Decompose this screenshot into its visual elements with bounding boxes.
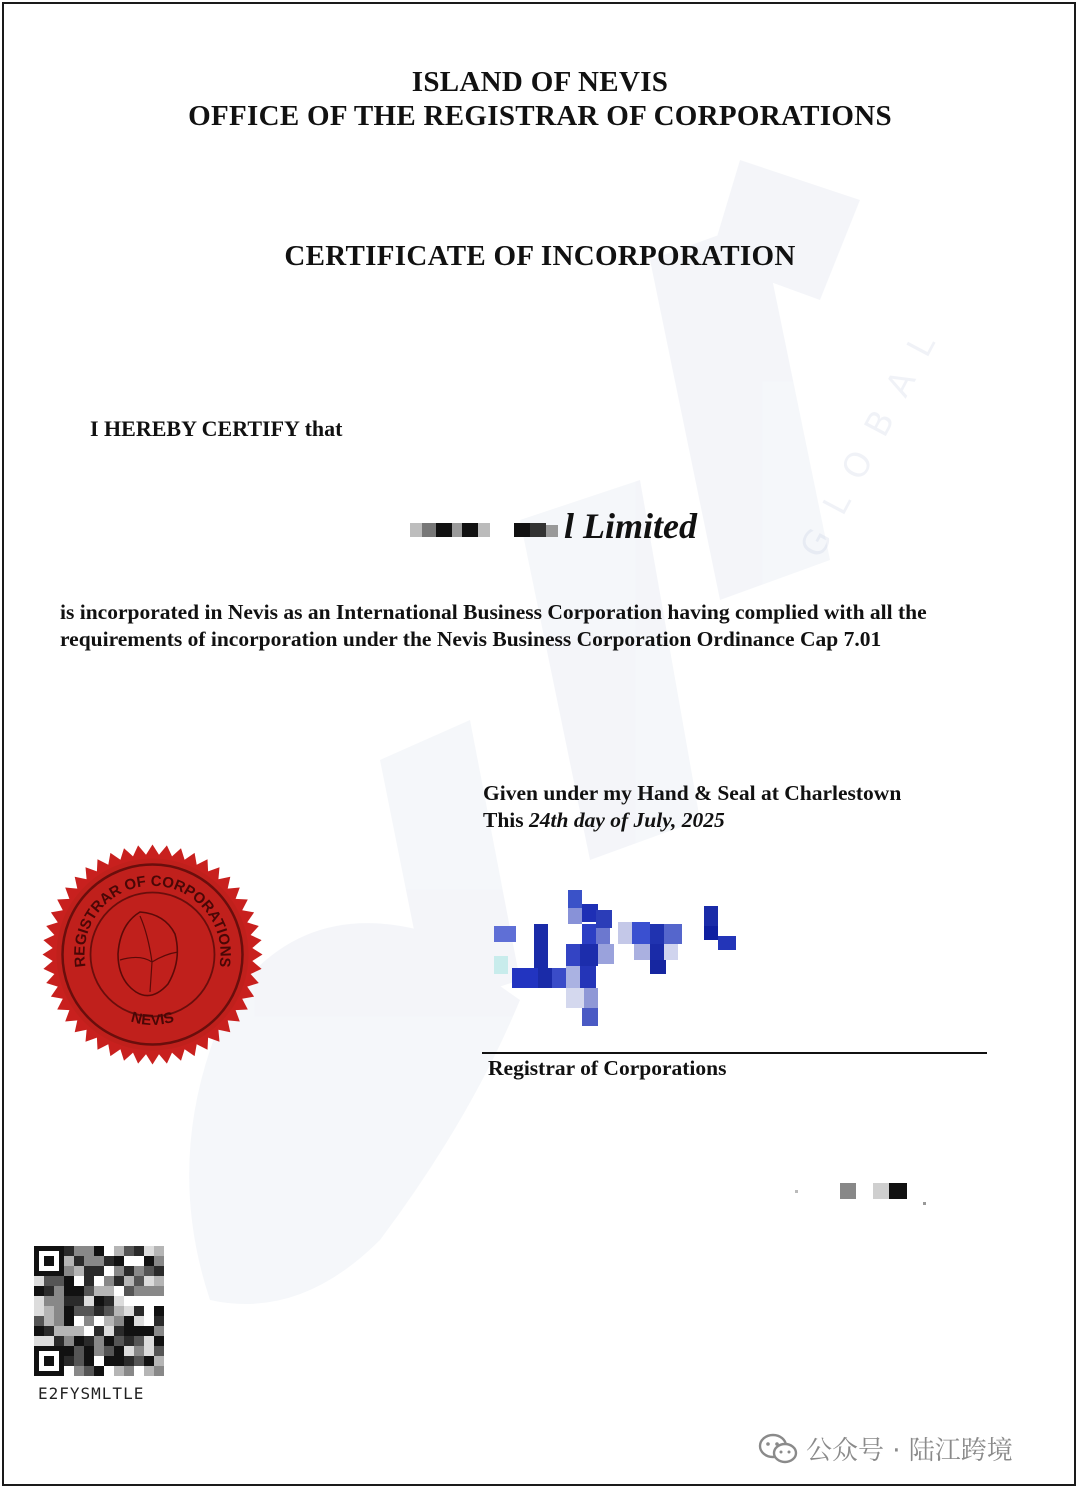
company-suffix: l Limited [564,506,697,546]
document-code: E2FYSMLTLE [38,1384,145,1403]
incorporation-statement: is incorporated in Nevis as an International Business Corporation having complied with all the requirements of incorporation under the Nevis Business Corporation Ordinance Cap 7.01 [60,600,927,651]
signatory-title: Registrar of Corporations [488,1056,727,1080]
date-line [483,807,901,834]
watermark-sub-text: GLOBAL [792,308,954,565]
header-office: OFFICE OF THE REGISTRAR OF CORPORATIONS [188,100,892,132]
date-value: 24th day of July, 2025 [529,808,725,832]
footer-text: 公众号 · 陆江跨境 [806,1436,1013,1466]
certificate-title: CERTIFICATE OF INCORPORATION [284,240,796,272]
wechat-icon [758,1433,798,1465]
date-prefix: This [483,808,524,832]
redacted-signature [494,888,744,1033]
qr-code [34,1246,164,1376]
seal-bottom-text: NEVIS [129,1008,176,1030]
header-island: ISLAND OF NEVIS [411,66,669,98]
given-line: Given under my Hand & Seal at Charlestown [483,781,902,805]
given-block [483,780,901,834]
seal-top-text: REGISTRAR OF CORPORATIONS [71,872,234,969]
registrar-seal [40,842,265,1067]
footer-attribution [758,1430,1013,1467]
redacted-company-name [410,519,560,541]
redacted-reference [795,1180,930,1208]
certify-text: I HEREBY CERTIFY that [90,416,343,441]
company-name [410,505,697,547]
signature-line [482,1052,987,1054]
